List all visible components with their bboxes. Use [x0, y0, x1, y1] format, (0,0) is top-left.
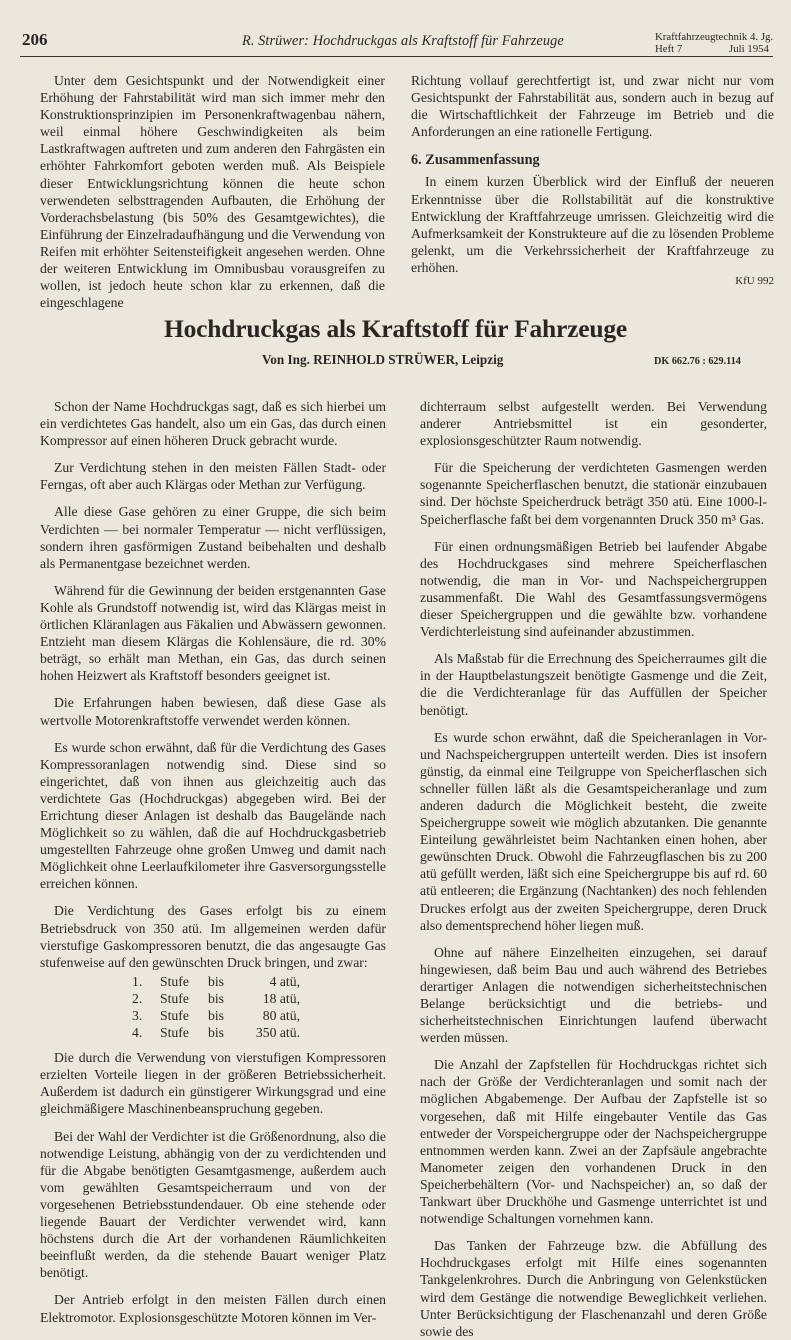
paragraph: Das Tanken der Fahrzeuge bzw. die Abfüllung des Hochdruckgases erfolgt mit Hilfe eines sogenannten Tankgelenkrohres. Durch die Anbringung von Gelenkstücken wird dem Gestänge die notwendige Beweglichkeit verliehen. Unter Berücksichtigung der Flaschenanzahl und deren Größe sowie des [420, 1238, 767, 1339]
paragraph: Der Antrieb erfolgt in den meisten Fällen durch einen Elektromotor. Explosionsgeschützte Motoren können im Ver- [40, 1292, 386, 1325]
paragraph: Die Erfahrungen haben bewiesen, daß diese Gase als wertvolle Motorenkraftstoffe verwendet werden können. [40, 695, 386, 728]
paragraph: Zur Verdichtung stehen in den meisten Fällen Stadt- oder Ferngas, oft aber auch Klärgas oder Methan zur Verfügung. [40, 460, 386, 493]
paragraph: dichterraum selbst aufgestellt werden. Bei Verwendung anderer Antriebsmittel ist ein gesonderter, explosionsgeschützter Raum notwendig. [420, 399, 767, 449]
article-left-column [40, 398, 386, 1326]
journal-info [655, 32, 791, 55]
article-title: Hochdruckgas als Kraftstoff für Fahrzeuge [163, 314, 628, 343]
stage-item: 4. Stufe bis 350 atü. [132, 1025, 300, 1041]
paragraph: Die Anzahl der Zapfstellen für Hochdruckgas richtet sich nach der Größe der Verdichteranlagen und somit nach der möglichen Abgabemenge. Der Aufbau der Zapfstelle ist so vorgesehen, daß mit Hilfe eingebauter Ventile das Gas entweder der Vorspeichergruppe oder der Nachspeichergruppe entnommen werden kann. Zwei an der Zapfsäule angebrachte Manometer zeigen den vorhandenen Druck in den Speicherbehältern (Vor- und Nachspeicher) an, so daß der Tankwart über Druckhöhe und Gasmenge unterrichtet ist und notwendige Schaltungen vornehmen kann. [420, 1057, 767, 1227]
paragraph: Die Verdichtung des Gases erfolgt bis zu einem Betriebsdruck von 350 atü. Im allgemeinen werden dafür vierstufige Gaskompressoren benutzt, die das angesaugte Gas stufenweise auf den gewünschten Druck bringen, und zwar: [40, 903, 386, 970]
previous-article-right-column [411, 72, 774, 290]
summary-paragraph: In einem kurzen Überblick wird der Einfluß der neueren Erkenntnisse über die Rollstabilität auf die konstruktive Entwicklung der Kraftfahrzeuge umrissen. Gleichzeitig wird die Aufmerksamkeit der Konstrukteure auf die zu lösenden Probleme gelenkt, um die Verkehrssicherheit der Kraftfahrzeuge zu erhöhen. [411, 174, 774, 275]
journal-name: Kraftfahrzeugtechnik 4. Jg. [655, 31, 774, 43]
dk-classification: DK 662.76 : 629.114 [654, 356, 741, 367]
paragraph: Für einen ordnungsmäßigen Betrieb bei laufender Abgabe des Hochdruckgases sind mehrere Speicherflaschen notwendig, die man in Vor- und Nachspeichergruppen zusammenfaßt. Die Wahl des Gesamtfassungsvermögens dieser Speichergruppen und die gewählte bzw. vorhandene Verdichterleistung sind aufeinander abzustimmen. [420, 538, 767, 640]
article-byline: Von Ing. REINHOLD STRÜWER, Leipzig [262, 352, 504, 367]
journal-issue: Heft 7 [655, 42, 683, 55]
article-right-column [420, 398, 767, 1340]
paragraph: Als Maßstab für die Errechnung des Speicherraumes gilt die in der Hauptbelastungszeit benötigte Gasmenge und die Zeit, die die Verdichteranlage für das Auffüllen der Speicher benötigt. [420, 651, 767, 718]
previous-article-left-column [40, 72, 385, 321]
stage-item: 2. Stufe bis 18 atü, [132, 990, 300, 1006]
paragraph: Alle diese Gase gehören zu einer Gruppe, die sich beim Verdichten — bei normaler Temperatur — nicht verflüssigen, sondern ihren gasförmigen Zustand beibehalten und deshalb als Permanentgase bezeichnet werden. [40, 504, 386, 571]
page-number: 206 [22, 30, 48, 49]
paragraph: Die durch die Verwendung von vierstufigen Kompressoren erzielten Vorteile liegen in der größeren Betriebssicherheit. Außerdem ist dadurch ein günstigerer Wirkungsgrad und eine gleichmäßigere Maschinenbeanspruchung gegeben. [40, 1050, 386, 1117]
paragraph: Unter dem Gesichtspunkt und der Notwendigkeit einer Erhöhung der Fahrstabilität wird man sich immer mehr den Konstruktionsprinzipien im Personenkraftwagenbau nähern, weil einmal höhere Geschwindigkeiten als beim Lastkraftwagen auftreten und zum anderen den Fahrgästen ein erhöhter Fahrkomfort geboten werden muß. Als Beispiele dieser Entwicklungsrichtung können die heute schon verwendeten selbsttragenden Aufbauten, die Erhöhung der Vorderachsbelastung (bis 50% des Gesamtgewichtes), die Einführung der Einzelradaufhängung und die Verwendung von Reifen mit erhöhter Seitensteifigkeit angesehen werden. Ohne der weiteren Entwicklung im Omnibusbau vorausgreifen zu wollen, ist jedoch heute schon klar zu erkennen, daß die eingeschlagene [40, 73, 385, 311]
paragraph: Für die Speicherung der verdichteten Gasmengen werden sogenannte Speicherflaschen benutzt, die stationär einzubauen sind. Der höchste Speicherdruck beträgt 350 atü. Eine 1000-l-Speicherflasche faßt bei dem vorgenannten Druck 350 m³ Gas. [420, 460, 767, 527]
paragraph: Es wurde schon erwähnt, daß die Speicheranlagen in Vor- und Nachspeichergruppen unterteilt werden. Dies ist insofern günstig, da einmal eine Teilgruppe von Speicherflaschen sich schneller füllen läßt als die Gesamtspeicheranlage und zum anderen dadurch die Möglichkeit besteht, die zweite Speichergruppe soweit wie möglich abzutanken. Die genannte Einteilung gewährleistet beim Nachtanken einen hohen, aber gewünschten Druck. Obwohl die Fahrzeugflaschen bis zu 200 atü gefüllt werden, läßt sich eine Speichergruppe bis auf rd. 60 atü entleeren; die Ergänzung (Nachtanken) des noch fehlenden Druckes erfolgt aus der zweiten Speichergruppe, deren Druck also dementsprechend höher liegen muß. [420, 729, 767, 933]
paragraph: Während für die Gewinnung der beiden erstgenannten Gase Kohle als Grundstoff notwendig ist, wird das Klärgas meist in örtlichen Kläranlagen aus Fäkalien und Abwässern gewonnen. Entzieht man diesem Klärgas die Kohlensäure, die rd. 30% beträgt, so erhält man Methan, ein Gas, das durch seinen hohen Heizwert als Kraftstoff besonders geeignet ist. [40, 582, 386, 684]
section-heading: 6. Zusammenfassung [411, 152, 540, 169]
journal-date: Juli 1954 [729, 42, 769, 55]
page-header [22, 30, 774, 55]
paragraph: Richtung vollauf gerechtfertigt ist, und zwar nicht nur vom Gesichtspunkt der Fahrstabilität aus, sondern auch in bezug auf die Wirtschaftlichkeit der Fahrzeuge im Betrieb und die Anforderungen an eine rationelle Fertigung. [411, 73, 774, 140]
stage-item: 1. Stufe bis 4 atü, [132, 973, 300, 989]
compressor-stage-list [40, 973, 386, 1041]
running-title: R. Strüwer: Hochdruckgas als Kraftstoff für Fahrzeuge [242, 33, 564, 49]
header-rule [20, 56, 773, 57]
paragraph: Ohne auf nähere Einzelheiten einzugehen, sei darauf hingewiesen, daß beim Bau und auch während des Betriebes derartiger Anlagen die notwendigen sicherheitstechnischen Belange berücksichtigt und die betriebs- und sicherheitstechnischen Einrichtungen laufend überwacht werden müssen. [420, 944, 767, 1046]
stage-item: 3. Stufe bis 80 atü, [132, 1008, 300, 1023]
paragraph: Es wurde schon erwähnt, daß für die Verdichtung des Gases Kompressoranlagen notwendig sind. Diese sind so eingerichtet, daß von ihnen aus gleichzeitig auch das verdichtete Gas (Hochdruckgas) abgegeben wird. Bei der Errichtung dieser Anlagen ist deshalb das Baugelände nach Möglichkeit so zu wählen, daß die auf Hochdruckgasbetrieb umgestellten Fahrzeuge ohne großen Umweg und damit nach Möglichkeit ohne Leerlaufkilometer ihre Gasversorgungsstelle erreichen können. [40, 739, 386, 892]
paragraph: Bei der Wahl der Verdichter ist die Größenordnung, also die notwendige Leistung, abhängig von der zu verdichtenden und für die Abgabe benötigten Gesamtgasmenge, außerdem auch vom gewählten Gesamtspeicherraum und von der vorgesehenen Betriebsstundendauer. Ob eine stehende oder liegende Bauart der Verdichter verwendet wird, kann höchstens durch die Art der vorhandenen Räumlichkeiten beeinflußt werden, da die stehende Bauart weniger Platz benötigt. [40, 1128, 386, 1281]
paragraph: Schon der Name Hochdruckgas sagt, daß es sich hierbei um ein verdichtetes Gas handelt, also um ein Gas, das durch einen Kompressor auf einen höheren Druck gebracht wurde. [40, 399, 386, 449]
article-code: KfU 992 [735, 275, 774, 288]
